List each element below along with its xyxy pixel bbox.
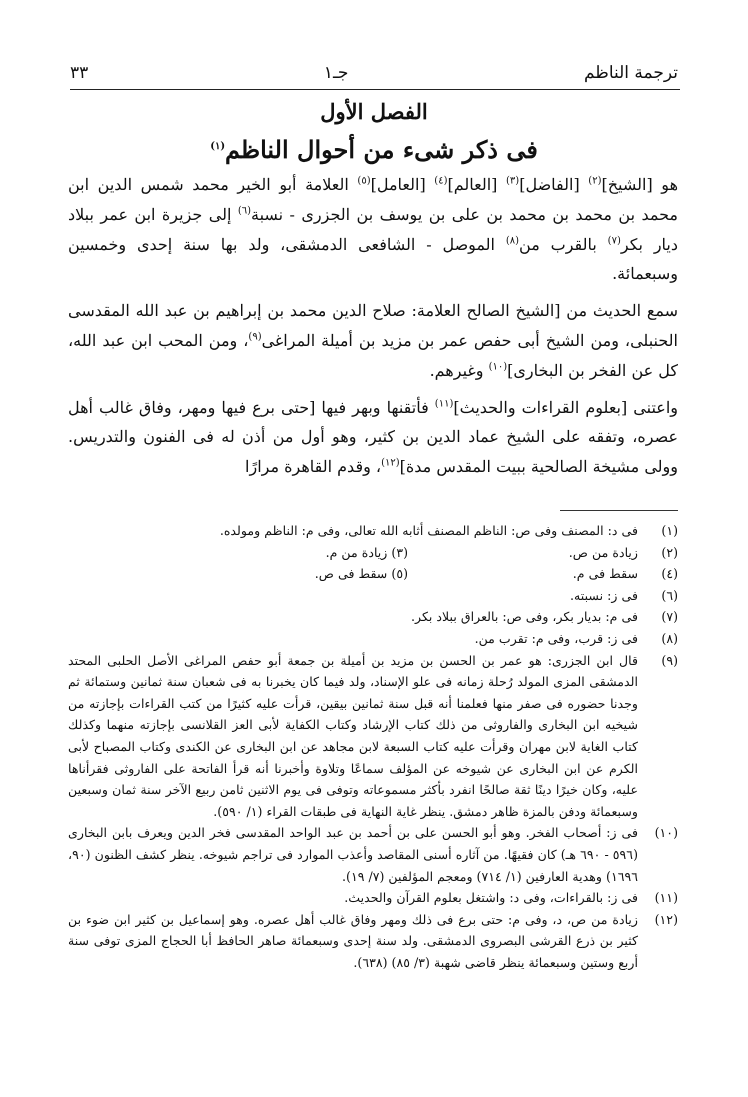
paragraph-qiraat <box>68 393 678 482</box>
footnote-item <box>68 909 678 974</box>
footnote-text: سقط فى ص. <box>314 566 388 582</box>
footnote-text: فى م: بديار بكر، وفى ص: بالعراق ببلاد بكر. <box>411 609 638 625</box>
footnote-ref[interactable]: (٨) <box>505 235 520 247</box>
footnote-number: (٧) <box>661 609 678 625</box>
footnote-number: (٣) <box>391 544 408 560</box>
footnote-second <box>178 542 408 564</box>
footnote-ref[interactable]: (١) <box>210 141 226 152</box>
footnote-ref[interactable]: (٢) <box>588 175 602 187</box>
footnote-number: (١٠) <box>654 825 678 841</box>
footnote-item <box>68 822 678 887</box>
text-run: الموصل - الشافعى الدمشقى، ولد بها سنة إحدى وخمسين وسبعمائة. <box>68 234 678 284</box>
text-run: سمع الحديث من [الشيخ الصالح العلامة: صلاح الدين محمد بن إبراهيم بن عبد الله المقدسى الحنبلى، ومن الشيخ أبى حفص عمر بن مزيد بن أميلة المراغى <box>68 301 679 350</box>
footnote-text: قال ابن الجزرى: هو عمر بن الحسن بن مزيد بن أميلة بن جمعة أبو حفص المراغى الأصل الحلبى المحتد الدمشقى المزى المولد رُحلة زمانه فى علو الإسناد، ولد فيما كان يخبرنا به فى شعبان سنة ثمانين وستمائة ثم وجدنا حضوره فى صفر منها فعلمنا أنه قبل سنة ثمانين بيقين، قرأت عليه كثيرًا من كتب القراءات بإجازته من شيخيه ابن البخارى والفاروثى من ذلك كتاب الإرشاد وكتاب الكفاية لأبى العز القلانسى بإجازته منهما وكذلك كتاب الغاية لابن مهران وقرأت عليه كتاب السبعة لابن مجاهد عن ابن البخارى عن الكندى وكتاب المصباح لأبى الكرم عن ابن البخارى عن شيوخه عن المؤلف سماعًا وتلاوة وأخبرنا أنه قرأ الفاتحة على الفاروثى فقرأناها عليه، وكان خيرًا دينًا ثقة صالحًا انفرد بأكثر مسموعاته وتوفى فى يوم الاثنين ثامن ربيع الآخر سنة ثمان وسبعين وسبعمائة ودفن بالمزة ظاهر دمشق. ينظر غاية النهاية فى طبقات القراء (١/ ٥٩٠). <box>68 652 638 819</box>
footnote-ref[interactable]: (٩) <box>248 331 262 343</box>
footnote-ref[interactable]: (٥) <box>357 175 371 187</box>
footnote-separator <box>560 510 678 511</box>
chapter-title: الفصل الأول <box>320 99 428 124</box>
text-run: [العالم] <box>447 175 507 194</box>
footnote-number: (١١) <box>654 890 678 906</box>
footnote-item <box>68 585 678 607</box>
footnote-number: (٢) <box>661 544 678 560</box>
footnote-item <box>68 520 678 542</box>
footnote-ref[interactable]: (١٢) <box>381 457 400 469</box>
footnote-item <box>68 650 678 823</box>
footnote-number: (٨) <box>661 630 678 646</box>
running-header <box>70 55 678 91</box>
main-text <box>68 170 678 482</box>
footnote-pair <box>68 542 678 564</box>
footnote-number: (٩) <box>661 652 678 668</box>
footnote-columns <box>68 563 638 585</box>
footnote-second <box>178 563 408 585</box>
footnote-text: فى ز: نسبته. <box>570 587 638 603</box>
footnote-text: فى د: المصنف وفى ص: الناظم المصنف أثابه الله تعالى، وفى م: الناظم ومولده. <box>219 523 638 538</box>
footnote-number: (١) <box>661 523 678 538</box>
text-run: وغيرهم. <box>429 360 489 380</box>
footnote-number: (٤) <box>661 566 678 582</box>
volume-label: جـ١ <box>323 63 349 83</box>
text-run: [العامل] <box>370 175 435 194</box>
page-number: ٣٣ <box>70 63 89 83</box>
footnotes <box>68 520 678 973</box>
footnote-ref[interactable]: (١١) <box>434 398 454 410</box>
footnote-number: (٥) <box>391 566 408 582</box>
paragraph-hadith <box>68 296 678 385</box>
footnote-text: زيادة من ص، د، وفى م: حتى برع فى ذلك ومهر وفاق غالب أهل عصره. وهو إسماعيل بن كثير ابن ضوء بن كثير بن ذرع القرشى البصروى الدمشقى. ولد سنة إحدى وسبعمائة صاهر الحافظ أبا الحجاج المزى توفى سنة أربع وستين وسبعمائة ينظر قاضى شهبة (٣/ ٨٥) (٦٣٨). <box>68 911 638 970</box>
footnote-number: (٦) <box>661 587 678 603</box>
section-subtitle <box>70 133 678 167</box>
text-run: ، وقدم القاهرة مرارًا <box>245 457 382 477</box>
text-run: بالقرب من <box>519 234 608 254</box>
header-rule <box>70 89 680 90</box>
text-run: ، ومن المحب ابن عبد الله، كل عن الفخر بن البخارى] <box>68 330 678 380</box>
text-run: واعتنى [بعلوم القراءات والحديث] <box>453 397 679 417</box>
footnote-text: فى ز: بالقراءات، وفى د: واشتغل بعلوم القرآن والحديث. <box>344 890 638 906</box>
footnote-pair <box>68 563 678 585</box>
footnote-item <box>68 606 678 628</box>
subtitle-text: فى ذكر شىء من أحوال الناظم <box>225 135 538 164</box>
text-run: العلامة أبو الخير محمد شمس الدين ابن محمد بن محمد بن محمد بن على بن يوسف بن الجزرى - نسبة <box>68 175 679 224</box>
footnote-ref[interactable]: (٤) <box>434 175 448 187</box>
paragraph-biography <box>68 170 678 289</box>
footnote-ref[interactable]: (٦) <box>237 205 251 217</box>
footnote-text: زيادة من ص. <box>568 544 638 560</box>
footnote-text: زيادة من م. <box>325 544 388 560</box>
footnote-ref[interactable]: (٣) <box>506 175 520 187</box>
footnote-columns <box>68 542 638 564</box>
text-run: هو [الشيخ] <box>601 175 679 194</box>
footnote-number: (١٢) <box>654 911 678 927</box>
text-run: فأتقنها وبهر فيها [حتى برع فيها ومهر، وفاق غالب أهل عصره، وتفقه على الشيخ عماد الدين بن كثير، وهو أول من أذن له فى الفنون والتدريس. وولى مشيخة الصالحية ببيت المقدس مدة] <box>68 397 678 477</box>
footnote-item <box>68 887 678 909</box>
text-run: إلى جزيرة ابن عمر ببلاد ديار بكر <box>68 204 679 254</box>
footnote-item <box>68 628 678 650</box>
footnote-text: فى ز: قرب، وفى م: تقرب من. <box>474 630 638 646</box>
footnote-text: سقط فى م. <box>572 566 638 582</box>
footnote-text: فى ز: أصحاب الفخر. وهو أبو الحسن على بن أحمد بن عبد الواحد المقدسى فخر الدين ويعرف بابن البخارى (٥٩٦ - ٦٩٠ هـ) كان فقيهًا. من آثاره أسنى المقاصد وأعذب الموارد فى تراجم شيوخه. ينظر كشف الظنون (٩٠، ١٦٩٦) وهدية العارفين (١/ ٧١٤) ومعجم المؤلفين (٧/ ١٩). <box>68 825 638 884</box>
footnote-ref[interactable]: (١٠) <box>488 361 508 373</box>
footnote-ref[interactable]: (٧) <box>607 235 621 247</box>
running-title: ترجمة الناظم <box>583 63 678 83</box>
text-run: [الفاضل] <box>519 175 589 194</box>
